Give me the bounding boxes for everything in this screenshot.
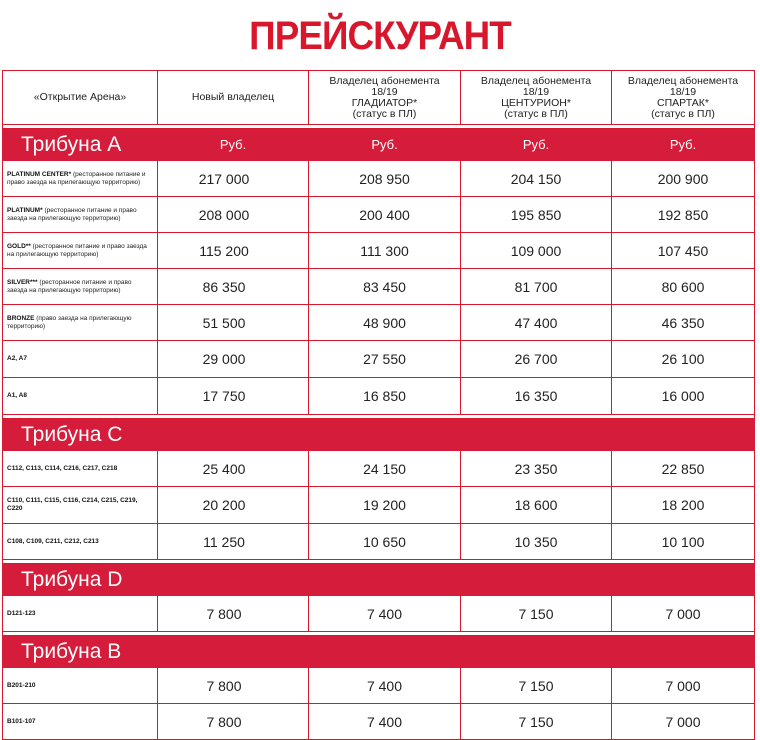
- price-cell: 16 350: [461, 378, 612, 415]
- header-line: 18/19: [522, 85, 550, 98]
- header-line: 18/19: [371, 85, 398, 98]
- header-line: Владелец абонемента: [627, 74, 739, 87]
- seat-category-note: (ресторанное питание и право заезда на прилегающую территорию): [7, 206, 137, 222]
- table-row: [3, 161, 755, 197]
- price-cell: 10 100: [612, 524, 755, 560]
- seat-category: [3, 668, 158, 704]
- price-cell: 7 150: [461, 596, 612, 632]
- price-cell: 20 200: [158, 487, 309, 524]
- seat-category-name: B201-210: [7, 681, 36, 689]
- currency-label: Руб.: [309, 129, 461, 161]
- price-cell: 7 400: [309, 668, 461, 704]
- seat-category: [3, 197, 158, 233]
- price-cell: 26 700: [461, 341, 612, 378]
- header-line: ЦЕНТУРИОН*: [501, 96, 571, 109]
- seat-category: [3, 378, 158, 415]
- seat-category: [3, 451, 158, 487]
- price-table: [2, 70, 755, 740]
- section-header-row: [3, 129, 755, 161]
- seat-category-name: SILVER***: [7, 278, 38, 286]
- price-cell: 18 600: [461, 487, 612, 524]
- price-cell: 16 000: [612, 378, 755, 415]
- seat-category-name: C110, C111, C115, C116, C214, C215, C219, C220: [7, 497, 138, 512]
- price-cell: 26 100: [612, 341, 755, 378]
- price-cell: 200 400: [309, 197, 461, 233]
- price-cell: 86 350: [158, 269, 309, 305]
- seat-category: [3, 161, 158, 197]
- table-row: [3, 305, 755, 341]
- header-line: 18/19: [669, 85, 697, 98]
- table-row: [3, 341, 755, 378]
- price-cell: 10 650: [309, 524, 461, 560]
- table-row: [3, 487, 755, 524]
- seat-category: [3, 341, 158, 378]
- venue-header: «Открытие Арена»: [3, 71, 158, 125]
- seat-category-note: (ресторанное питание и право заезда на прилегающую территорию): [7, 170, 146, 186]
- currency-label: Руб.: [461, 129, 612, 161]
- currency-label: Руб.: [158, 129, 309, 161]
- seat-category: [3, 524, 158, 560]
- price-cell: 111 300: [309, 233, 461, 269]
- price-cell: 27 550: [309, 341, 461, 378]
- header-line: (статус в ПЛ): [352, 107, 417, 120]
- table-row: [3, 378, 755, 415]
- price-cell: 217 000: [158, 161, 309, 197]
- price-cell: 7 150: [461, 704, 612, 740]
- seat-category-name: BRONZE: [7, 314, 35, 322]
- header-line: (статус в ПЛ): [504, 107, 568, 120]
- seat-category-note: (ресторанное питание и право заезда на прилегающую территорию): [7, 242, 147, 258]
- price-cell: 107 450: [612, 233, 755, 269]
- table-row: [3, 668, 755, 704]
- seat-category: [3, 596, 158, 632]
- header-line: Владелец абонемента: [480, 74, 592, 87]
- price-cell: 23 350: [461, 451, 612, 487]
- price-cell: 7 000: [612, 596, 755, 632]
- table-row: [3, 197, 755, 233]
- centurion-header: [461, 71, 612, 125]
- price-cell: 48 900: [309, 305, 461, 341]
- table-row: [3, 524, 755, 560]
- header-line: ГЛАДИАТОР*: [351, 96, 418, 109]
- section-name: Трибуна А: [3, 129, 158, 161]
- price-cell: 29 000: [158, 341, 309, 378]
- price-cell: 195 850: [461, 197, 612, 233]
- price-cell: 7 150: [461, 668, 612, 704]
- seat-category-name: C112, C113, C114, C216, C217, C218: [7, 464, 118, 472]
- seat-category-name: A1, A8: [7, 392, 27, 399]
- table-row: [3, 233, 755, 269]
- price-cell: 208 000: [158, 197, 309, 233]
- price-cell: 200 900: [612, 161, 755, 197]
- section-header-row: [3, 564, 755, 596]
- seat-category-name: B101-107: [7, 717, 36, 725]
- price-cell: 81 700: [461, 269, 612, 305]
- price-cell: 22 850: [612, 451, 755, 487]
- seat-category: [3, 269, 158, 305]
- table-row: [3, 596, 755, 632]
- section-header-row: [3, 419, 755, 451]
- seat-category-note: (ресторанное питание и право заезда на прилегающую территорию): [7, 278, 132, 294]
- price-cell: 204 150: [461, 161, 612, 197]
- table-row: [3, 451, 755, 487]
- page-title: ПРЕЙСКУРАНТ: [249, 14, 511, 58]
- price-cell: 7 000: [612, 668, 755, 704]
- price-cell: 7 800: [158, 704, 309, 740]
- seat-category-name: A2, A7: [7, 355, 27, 362]
- section-header-row: [3, 636, 755, 668]
- price-cell: 51 500: [158, 305, 309, 341]
- price-cell: 24 150: [309, 451, 461, 487]
- price-cell: 46 350: [612, 305, 755, 341]
- table-row: [3, 269, 755, 305]
- price-cell: 10 350: [461, 524, 612, 560]
- spartak-header: [612, 71, 755, 125]
- price-cell: 7 400: [309, 704, 461, 740]
- section-name: Трибуна В: [3, 636, 755, 668]
- seat-category-name: D121-123: [7, 609, 36, 617]
- header-line: Владелец абонемента: [329, 74, 440, 87]
- price-cell: 109 000: [461, 233, 612, 269]
- price-cell: 7 800: [158, 668, 309, 704]
- price-cell: 7 800: [158, 596, 309, 632]
- seat-category-name: C108, C109, C211, C212, C213: [7, 537, 99, 545]
- price-cell: 7 000: [612, 704, 755, 740]
- seat-category-note: (право заезда на прилегающую территорию): [7, 314, 132, 330]
- price-cell: 25 400: [158, 451, 309, 487]
- new-owner-header: Новый владелец: [158, 71, 309, 125]
- seat-category: [3, 233, 158, 269]
- price-cell: 17 750: [158, 378, 309, 415]
- section-name: Трибуна С: [3, 419, 755, 451]
- table-row: [3, 704, 755, 740]
- section-name: Трибуна D: [3, 564, 755, 596]
- seat-category-name: PLATINUM CENTER*: [7, 170, 72, 178]
- seat-category-name: PLATINUM*: [7, 206, 43, 214]
- price-cell: 80 600: [612, 269, 755, 305]
- price-cell: 83 450: [309, 269, 461, 305]
- price-cell: 192 850: [612, 197, 755, 233]
- seat-category: [3, 487, 158, 524]
- seat-category: [3, 305, 158, 341]
- price-cell: 16 850: [309, 378, 461, 415]
- header-line: СПАРТАК*: [657, 96, 709, 109]
- price-cell: 115 200: [158, 233, 309, 269]
- seat-category: [3, 704, 158, 740]
- price-cell: 47 400: [461, 305, 612, 341]
- price-cell: 19 200: [309, 487, 461, 524]
- gladiator-header: [309, 71, 461, 125]
- price-cell: 11 250: [158, 524, 309, 560]
- currency-label: Руб.: [612, 129, 755, 161]
- price-cell: 208 950: [309, 161, 461, 197]
- price-cell: 18 200: [612, 487, 755, 524]
- price-cell: 7 400: [309, 596, 461, 632]
- header-line: (статус в ПЛ): [651, 107, 715, 120]
- table-header-row: [3, 71, 755, 125]
- seat-category-name: GOLD**: [7, 242, 31, 250]
